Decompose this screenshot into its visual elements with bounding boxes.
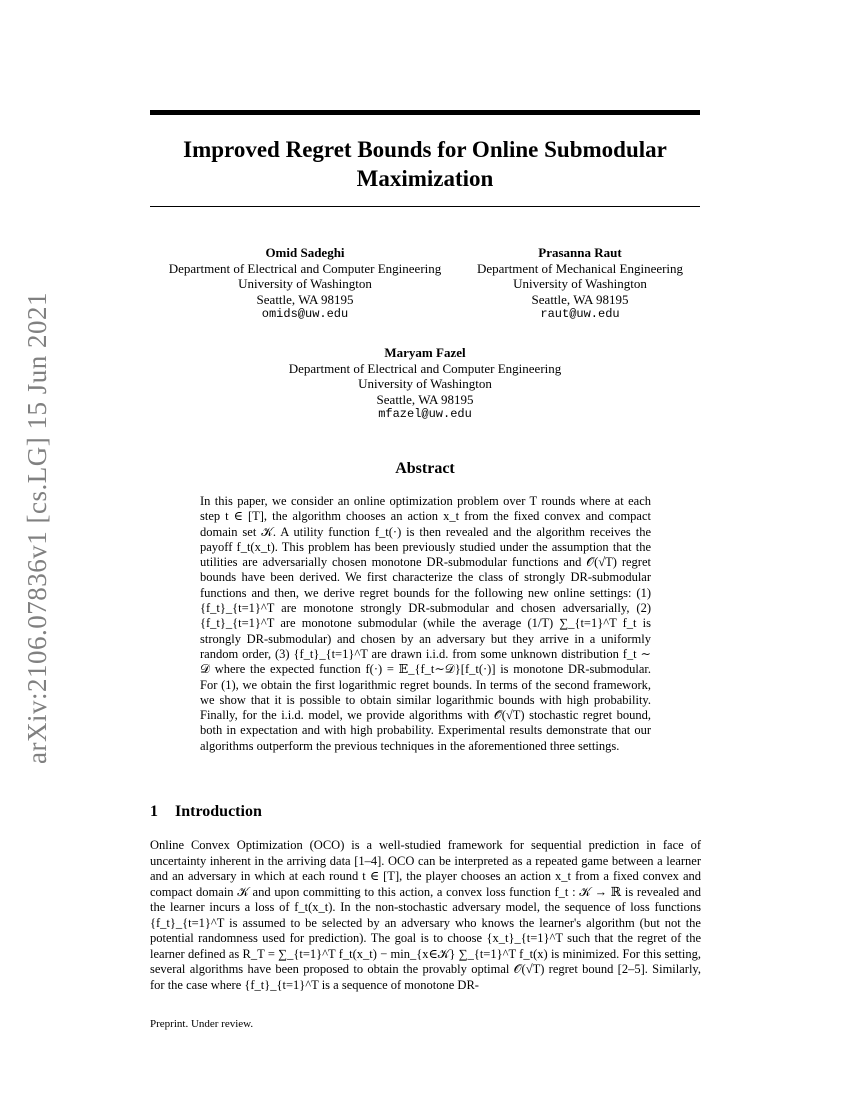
abstract-heading: Abstract (395, 460, 455, 477)
author-block (465, 245, 695, 323)
author-block (155, 245, 455, 323)
section-number: 1 (150, 803, 158, 820)
author-university: University of Washington (238, 276, 372, 291)
footer-note: Preprint. Under review. (150, 1018, 254, 1030)
author-email[interactable]: mfazel@uw.edu (378, 407, 472, 421)
arxiv-stamp: arXiv:2106.07836v1 [cs.LG] 15 Jun 2021 (22, 292, 52, 764)
author-block (270, 345, 580, 423)
author-name: Omid Sadeghi (265, 245, 345, 260)
author-city: Seattle, WA 98195 (531, 291, 629, 307)
title-top-rule (150, 110, 700, 115)
author-name: Prasanna Raut (538, 245, 622, 260)
author-email[interactable]: omids@uw.edu (261, 307, 349, 321)
abstract-text: In this paper, we consider an online optimization problem over T rounds where at each step t ∈ [T], the algorithm chooses an action x_t from the fixed convex and compact domain set 𝒦. A utility function f_t(·) is then revealed and the algorithm receives the payoff f_t(x_t). This problem has been previously studied under the assumption that the utilities are adversarially chosen monotone DR-submodular functions and 𝒪(√T) regret bounds have been derived. We first characterize the class of strongly DR-submodular functions and then, we derive regret bounds for the following new online settings: (1) {f_t}_{t=1}^T are monotone strongly DR-submodular and chosen adversarially, (2) {f_t}_{t=1}^T are monotone submodular (while the average (1/T) ∑_{t=1}^T f_t is strongly DR-submodular) and chosen by an adversary but they arrive in a uniformly random order, (3) {f_t}_{t=1}^T are drawn i.i.d. from some unknown distribution f_t ∼ 𝒟 where the expected function f(·) = 𝔼_{f_t∼𝒟}[f_t(·)] is monotone DR-submodular. For (1), we obtain the first logarithmic regret bounds. In terms of the second framework, we show that it is possible to obtain similar logarithmic bounds with high probability. Finally, for the i.i.d. model, we provide algorithms with 𝒪̃(√T) stochastic regret bound, both in expectation and with high probability. Experimental results demonstrate that our algorithms outperform the previous techniques in the aforementioned three settings. (200, 494, 651, 753)
author-city: Seattle, WA 98195 (256, 291, 354, 307)
author-email[interactable]: raut@uw.edu (540, 307, 620, 321)
title-bottom-rule (150, 206, 700, 207)
author-department: Department of Mechanical Engineering (476, 260, 684, 276)
author-university: University of Washington (513, 276, 647, 291)
author-university: University of Washington (358, 376, 492, 391)
author-department: Department of Electrical and Computer Engineering (168, 260, 442, 276)
section-heading (150, 803, 262, 821)
introduction-paragraph: Online Convex Optimization (OCO) is a well-studied framework for sequential prediction in face of uncertainty inherent in the arriving data [1–4]. OCO can be interpreted as a repeated game between a learner and an adversary in which at each round t ∈ [T], the player chooses an action x_t from a fixed convex and compact domain 𝒦 and upon committing to this action, a convex loss function f_t : 𝒦 → ℝ is revealed and the learner incurs a loss of f_t(x_t). In the non-stochastic adversary model, the sequence of loss functions {f_t}_{t=1}^T is assumed to be selected by an adversary who knows the learner's algorithm (but not the potential randomness used for prediction). The goal is to choose {x_t}_{t=1}^T such that the regret of the learner defined as R_T = ∑_{t=1}^T f_t(x_t) − min_{x∈𝒦} ∑_{t=1}^T f_t(x) is minimized. For this setting, several algorithms have been proposed to obtain the provably optimal 𝒪(√T) regret bound [2–5]. Similarly, for the case where {f_t}_{t=1}^T is a sequence of monotone DR- (150, 838, 701, 992)
author-department: Department of Electrical and Computer Engineering (288, 360, 562, 376)
author-name: Maryam Fazel (384, 345, 466, 360)
section-title: Introduction (175, 803, 262, 820)
paper-title: Improved Regret Bounds for Online Submodular Maximization (183, 137, 667, 191)
author-city: Seattle, WA 98195 (376, 391, 474, 407)
